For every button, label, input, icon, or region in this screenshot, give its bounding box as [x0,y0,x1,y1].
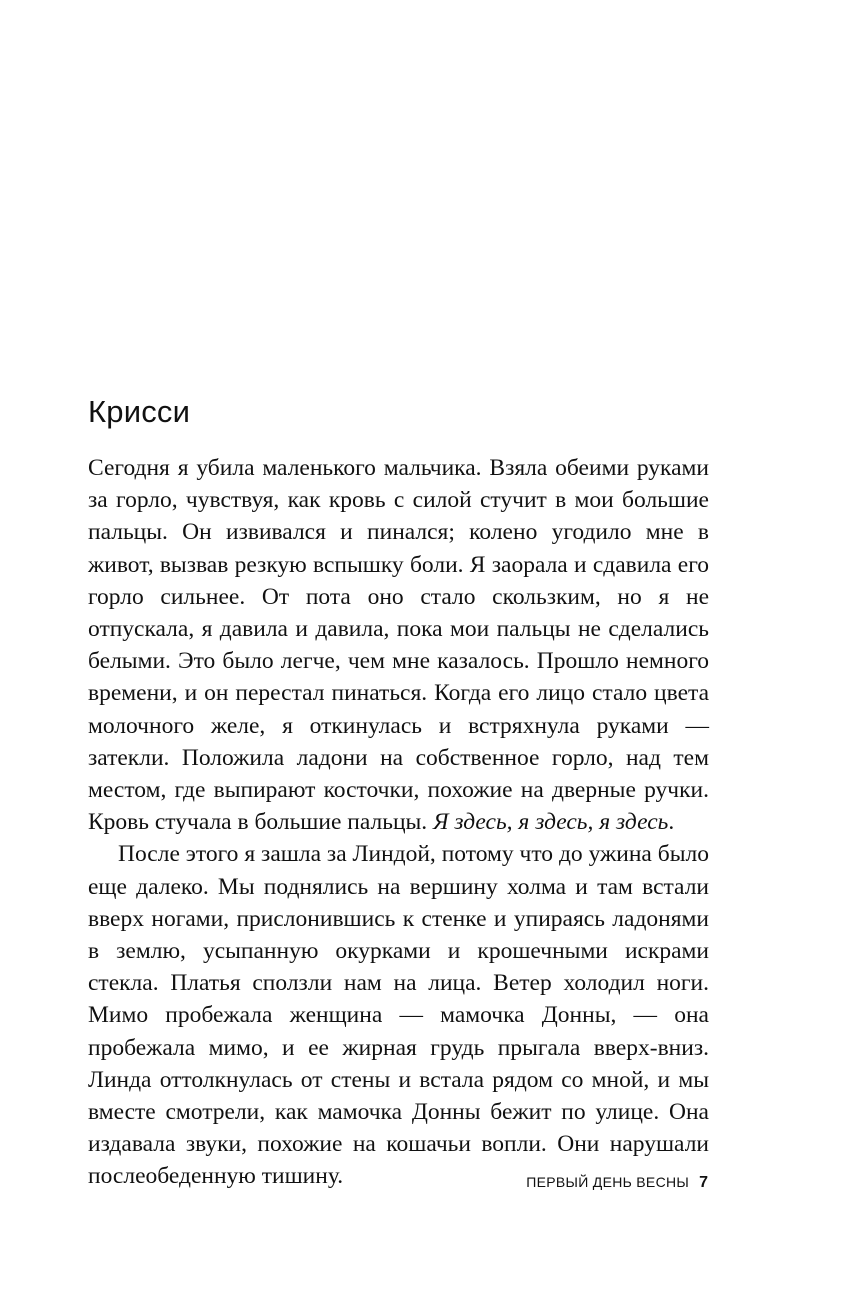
page-footer [526,1172,708,1193]
page-number: 7 [699,1174,708,1191]
paragraph-1-end: . [668,809,675,836]
paragraph-2 [88,838,709,1192]
chapter-title: Крисси [88,394,191,429]
paragraph-1 [88,452,709,838]
paragraph-1-text: Сегодня я убила маленького мальчика. Взяла обеими руками за горло, чувствуя, как кровь с силой стучит в мои большие пальцы. Он извивался и пинался; колено угодило мне в живот, вызвав резкую вспышку боли. Я заорала и сдавила его горло сильнее. От пота оно стало скользким, но я не отпускала, я давила и давила, пока мои пальцы не сделались белыми. Это было легче, чем мне казалось. Прошло немного времени, и он перестал пинаться. Когда его лицо стало цвета молочного желе, я откинулась и встряхнула руками — затекли. Положила ладони на собственное горло, над тем местом, где выпирают косточки, похожие на дверные ручки. Кровь стучала в большие пальцы. [88,455,709,836]
running-head: ПЕРВЫЙ ДЕНЬ ВЕСНЫ [526,1174,690,1190]
paragraph-2-text: После этого я зашла за Линдой, потому что до ужина было еще далеко. Мы поднялись на вершину холма и там встали вверх ногами, прислонившись к стенке и упираясь ладонями в землю, усыпанную окурками и крошечными искрами стекла. Платья сползли нам на лица. Ветер холодил ноги. Мимо пробежала женщина — мамочка Донны, — она пробежала мимо, и ее жирная грудь прыгала вверх-вниз. Линда оттолкнулась от стены и встала рядом со мной, и мы вместе смотрели, как мамочка Донны бежит по улице. Она издавала звуки, похожие на кошачьи вопли. Они нарушали послеобеденную тишину. [88,841,709,1190]
chapter-body [88,452,709,1193]
paragraph-1-emphasis: Я здесь, я здесь, я здесь [433,809,669,836]
